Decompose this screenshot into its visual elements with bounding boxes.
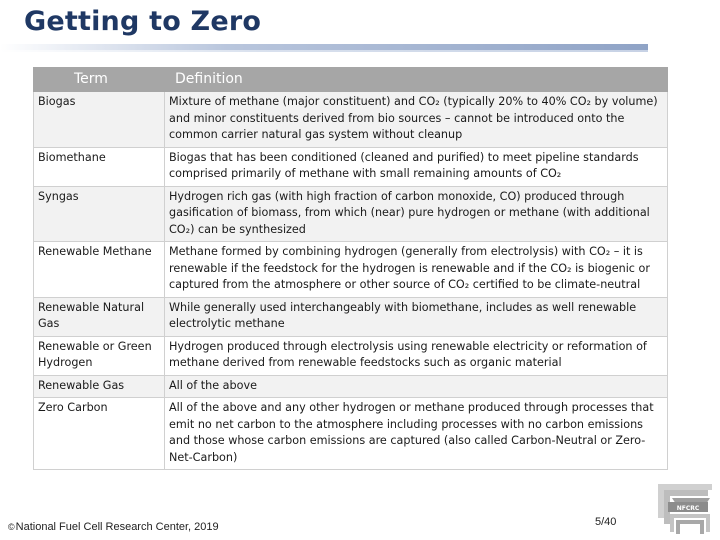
term-cell: Renewable Methane [34, 242, 165, 298]
term-cell: Renewable Gas [34, 375, 165, 398]
copyright-symbol: © [8, 522, 15, 532]
footer-credit [8, 521, 219, 533]
page-number: 5/40 [595, 516, 617, 528]
term-cell: Biomethane [34, 147, 165, 186]
table-header-row [34, 68, 668, 92]
term-cell: Zero Carbon [34, 398, 165, 470]
term-cell: Syngas [34, 186, 165, 242]
definition-cell: Hydrogen rich gas (with high fraction of carbon monoxide, CO) produced through gasification of biomass, from which (near) pure hydrogen or methane (with additional CO₂) can be synthesized [165, 186, 668, 242]
logo-text: NFCRC [676, 505, 700, 512]
definition-cell: All of the above [165, 375, 668, 398]
slide-title: Getting to Zero [24, 6, 262, 37]
definition-cell: All of the above and any other hydrogen or methane produced through processes that emit no net carbon to the atmosphere including processes with no carbon emissions and those whose carbon emissions are captured (also called Carbon-Neutral or Zero-Net-Carbon) [165, 398, 668, 470]
definition-cell: Mixture of methane (major constituent) and CO₂ (typically 20% to 40% CO₂ by volume) and minor constituents derived from bio sources – cannot be introduced onto the common carrier natural gas system without cleanup [165, 92, 668, 148]
table-row [34, 242, 668, 298]
table-row [34, 147, 668, 186]
definition-cell: Hydrogen produced through electrolysis using renewable electricity or reformation of methane derived from renewable feedstocks such as organic material [165, 336, 668, 375]
table-row [34, 297, 668, 336]
table-row [34, 375, 668, 398]
footer-text: National Fuel Cell Research Center, 2019 [15, 521, 219, 533]
terms-table [33, 67, 668, 470]
title-underline-shadow [0, 50, 648, 52]
definition-cell: Methane formed by combining hydrogen (generally from electrolysis) with CO₂ – it is renewable if the feedstock for the hydrogen is renewable and if the CO₂ is biogenic or captured from the atmosphere or other source of CO₂ certified to be climate-neutral [165, 242, 668, 298]
nfcrc-logo-icon [650, 478, 716, 536]
table-row [34, 92, 668, 148]
term-cell: Renewable Natural Gas [34, 297, 165, 336]
term-cell: Biogas [34, 92, 165, 148]
definition-cell: Biogas that has been conditioned (cleaned and purified) to meet pipeline standards comprised primarily of methane with small remaining amounts of CO₂ [165, 147, 668, 186]
term-cell: Renewable or Green Hydrogen [34, 336, 165, 375]
table-row [34, 398, 668, 470]
table-row [34, 336, 668, 375]
header-definition: Definition [165, 68, 668, 92]
header-term: Term [34, 68, 165, 92]
table-row [34, 186, 668, 242]
definition-cell: While generally used interchangeably with biomethane, includes as well renewable electrolytic methane [165, 297, 668, 336]
